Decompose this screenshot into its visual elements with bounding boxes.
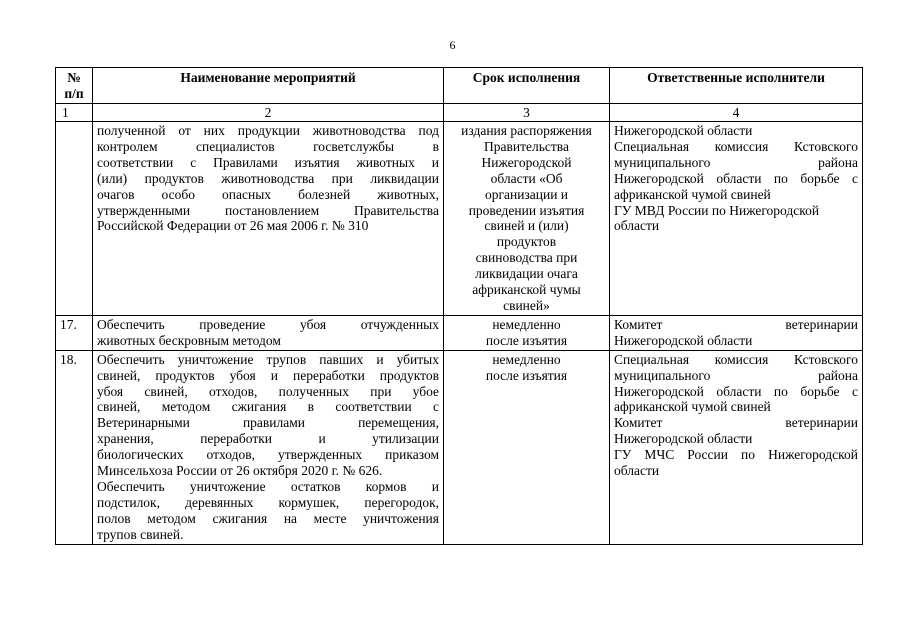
deadline-line: Правительства [484, 138, 569, 154]
responsible [610, 350, 863, 544]
measure-name-line: подстилок, деревянных кормушек, перегородок, [97, 494, 439, 510]
deadline-line: после изъятия [485, 332, 568, 348]
deadline-line: издания распоряжения [461, 123, 592, 138]
deadline-line: немедленно [492, 351, 561, 367]
responsible-line: Комитет ветеринарии [614, 316, 858, 332]
measure-name-line: животных бескровным методом [97, 332, 281, 348]
header-name: Наименование мероприятий [93, 68, 444, 104]
measure-name-line: свиней, продуктов убоя и переработки продуктов [97, 367, 439, 383]
measure-name-line: Обеспечить проведение убоя отчужденных [97, 316, 439, 332]
measures-table [55, 67, 863, 545]
responsible-line: Нижегородской области [614, 431, 753, 447]
measure-name-line: полов методом сжигания на месте уничтожения [97, 510, 439, 526]
deadline-line: ликвидации очага [475, 266, 578, 282]
responsible-line: африканской чумой свиней [614, 186, 771, 202]
deadline-line: продуктов [496, 234, 557, 250]
responsible-line: Комитет ветеринарии [614, 415, 858, 431]
deadline [444, 350, 610, 544]
responsible-line: Нижегородской области по борьбе с [614, 170, 858, 186]
index-cell: 1 [56, 104, 93, 122]
responsible-line: Нижегородской области [614, 332, 753, 348]
measure-name [93, 122, 444, 316]
measure-name-line: контролем специалистов госветслужбы в [97, 138, 439, 154]
measure-name-line: утвержденными постановлением Правительства [97, 202, 439, 218]
responsible-line: ГУ МЧС России по Нижегородской [614, 447, 858, 463]
deadline-line: организации и [484, 186, 569, 202]
measure-name-line: Ветеринарными правилами перемещения, [97, 415, 439, 431]
deadline-line: свиней и (или) [484, 218, 569, 234]
index-cell: 2 [93, 104, 444, 122]
measure-name-line: очагов особо опасных болезней животных, [97, 186, 439, 202]
index-cell: 4 [610, 104, 863, 122]
deadline-line: свиней» [503, 297, 550, 313]
deadline-line: свиноводства при [475, 250, 578, 266]
table-row [56, 350, 863, 544]
measure-name-line: Минсельхоза России от 26 октября 2020 г. № 626. [97, 463, 383, 479]
responsible-line: муниципального района [614, 154, 858, 170]
responsible-line: ГУ МВД России по Нижегородской [614, 202, 820, 218]
deadline-line: области «Об [490, 170, 563, 186]
header-deadline: Срок исполнения [444, 68, 610, 104]
responsible-line: африканской чумой свиней [614, 399, 771, 415]
measure-name-line: полученной от них продукции животноводства под [97, 123, 439, 138]
deadline-line: проведении изъятия [468, 202, 585, 218]
responsible [610, 315, 863, 350]
row-number [56, 122, 93, 316]
measure-name-line: убоя свиней, отходов, полученных при убое [97, 383, 439, 399]
responsible-line: области [614, 218, 660, 234]
deadline-line: после изъятия [485, 367, 568, 383]
deadline [444, 315, 610, 350]
measure-name-line: трупов свиней. [97, 526, 184, 542]
measure-name-line: соответствии с Правилами изъятия животных и [97, 154, 439, 170]
index-cell: 3 [444, 104, 610, 122]
measure-name-line: Обеспечить уничтожение трупов павших и убитых [97, 351, 439, 367]
measure-name-line: хранения, переработки и утилизации [97, 431, 439, 447]
responsible [610, 122, 863, 316]
measure-name [93, 315, 444, 350]
responsible-line: Специальная комиссия Кстовского [614, 138, 858, 154]
row-number: 18. [56, 350, 93, 544]
responsible-line: Нижегородской области по борьбе с [614, 383, 858, 399]
measure-name [93, 350, 444, 544]
column-index-row [56, 104, 863, 122]
responsible-line: Нижегородской области [614, 123, 753, 138]
measure-name-line: биологических отходов, утвержденных приказом [97, 447, 439, 463]
deadline-line: немедленно [492, 316, 561, 332]
deadline-line: африканской чумы [472, 282, 581, 298]
table-row [56, 122, 863, 316]
responsible-line: муниципального района [614, 367, 858, 383]
header-responsible: Ответственные исполнители [610, 68, 863, 104]
measure-name-line: свиней, методом сжигания в соответствии с [97, 399, 439, 415]
header-num: № п/п [56, 68, 93, 104]
table-row [56, 315, 863, 350]
deadline [444, 122, 610, 316]
table-header-row [56, 68, 863, 104]
measure-name-line: (или) продуктов животноводства при ликвидации [97, 170, 439, 186]
responsible-line: Специальная комиссия Кстовского [614, 351, 858, 367]
responsible-line: области [614, 463, 660, 479]
page-number: 6 [449, 38, 456, 52]
measure-name-line: Обеспечить уничтожение остатков кормов и [97, 478, 439, 494]
row-number: 17. [56, 315, 93, 350]
deadline-line: Нижегородской [481, 154, 572, 170]
measure-name-line: Российской Федерации от 26 мая 2006 г. № 310 [97, 218, 369, 234]
